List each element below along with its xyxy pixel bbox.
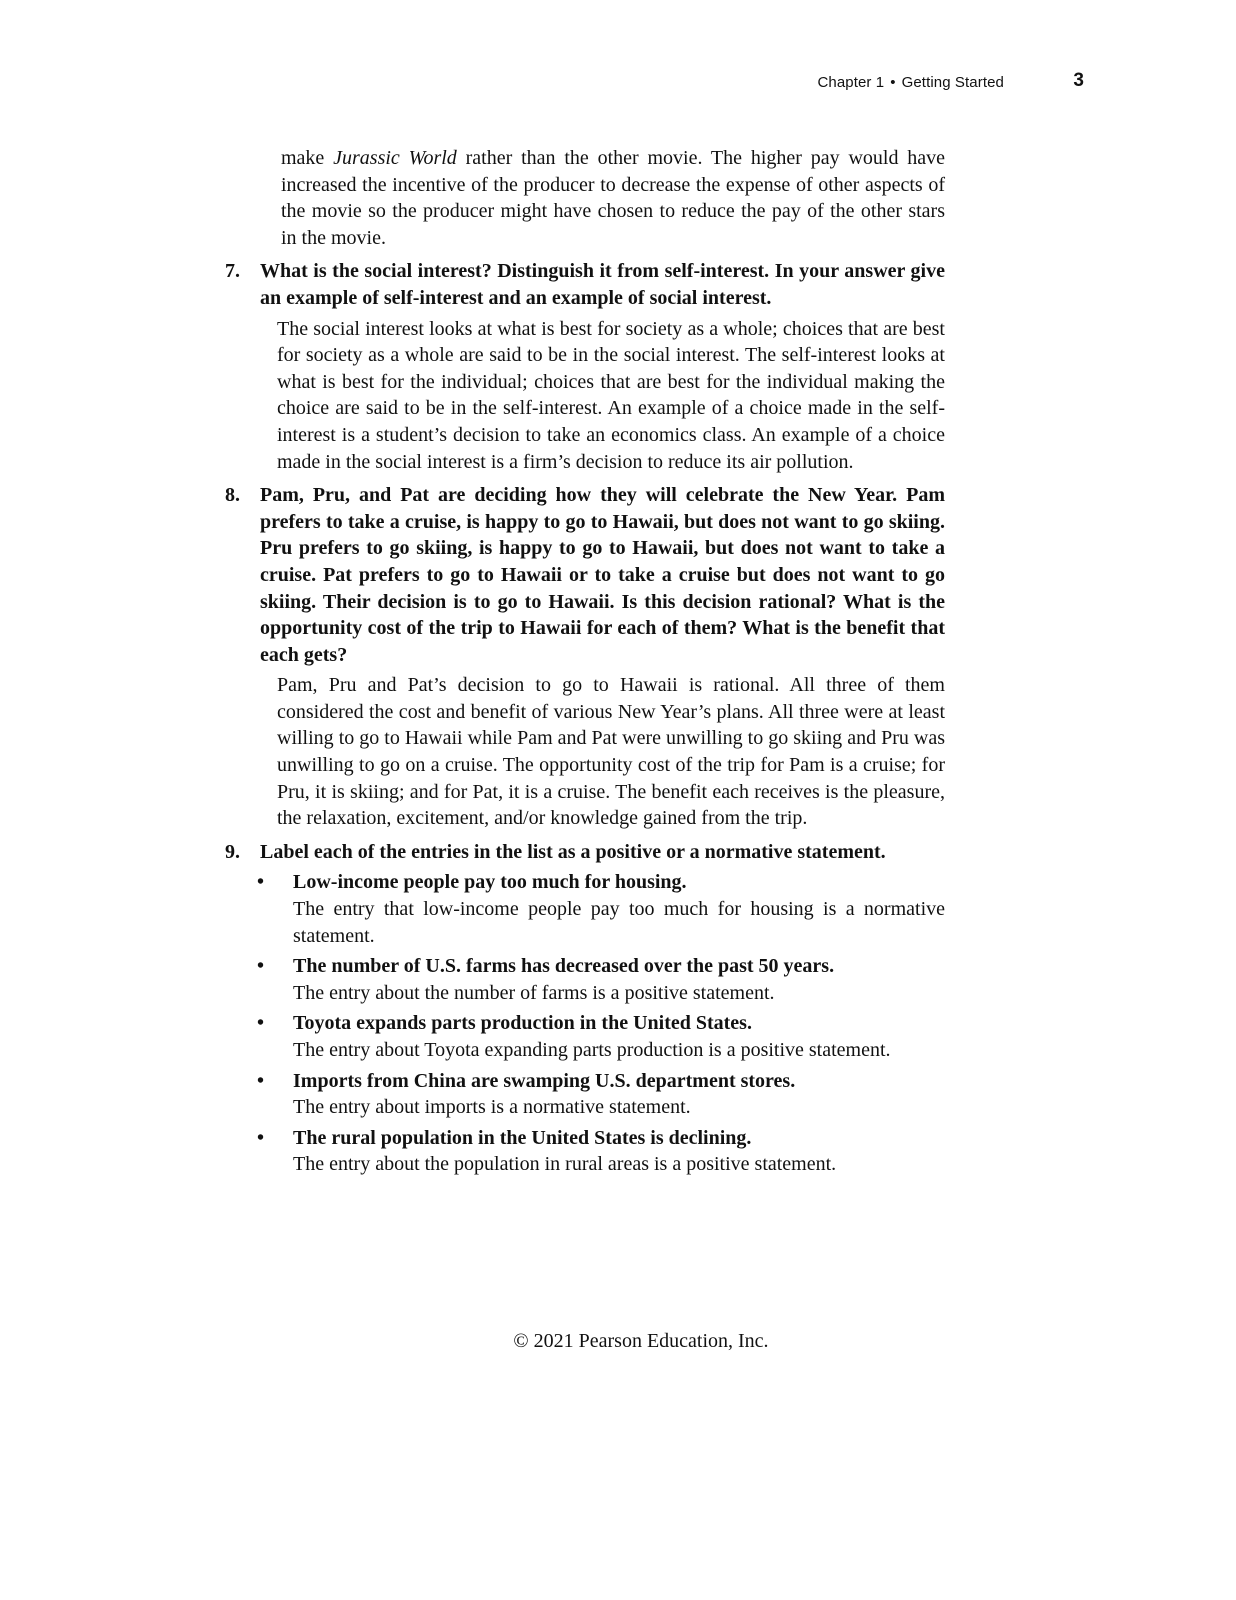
question-9 [225, 839, 945, 866]
chapter-label: Chapter 1 [817, 74, 885, 91]
bullet-statement: The rural population in the United States is declining. [293, 1126, 752, 1149]
bullet-statement: Imports from China are swamping U.S. department stores. [293, 1069, 796, 1092]
running-head [817, 74, 1004, 91]
bullet-icon: • [257, 955, 265, 978]
bullet-icon: • [257, 871, 265, 894]
question-number: 7. [225, 260, 240, 283]
bullet-statement: Low-income people pay too much for housing. [293, 871, 687, 894]
bullet-icon: • [257, 1012, 265, 1035]
bullet-icon: • [257, 1126, 265, 1149]
question-number: 8. [225, 484, 240, 507]
section-title: Getting Started [901, 74, 1004, 91]
continuation-rest: rather than the other movie. The higher pay would have increased the incentive of the producer to decrease the expense of other aspects of the movie so the producer might have chosen to reduce the pay of the other stars in the movie. [281, 147, 946, 249]
bullet-answer: The entry about the number of farms is a positive statement. [293, 981, 775, 1004]
bullet-answer: The entry about Toyota expanding parts production is a positive statement. [293, 1039, 891, 1061]
bullet-statement: Toyota expands parts production in the United States. [293, 1012, 752, 1035]
answer-7: The social interest looks at what is best for society as a whole; choices that are best for society as a whole are said to be in the social interest. The self-interest looks at what is best for the individual; choices that are best for the individual making the choice are said to be in the self-interest. An example of a choice made in the self-interest is a student’s decision to take an economics class. An example of a choice made in the social interest is a firm’s decision to reduce its air pollution. [277, 317, 945, 473]
bullet-answer: The entry that low-income people pay too much for housing is a normative statement. [293, 898, 945, 947]
bullet-statement: The number of U.S. farms has decreased over the past 50 years. [293, 955, 835, 978]
question-7 [225, 258, 945, 311]
question-text: What is the social interest? Distinguish it from self-interest. In your answer give an example of self-interest and an example of social interest. [260, 260, 945, 309]
question-text: Label each of the entries in the list as a positive or a normative statement. [260, 840, 886, 863]
list-item [225, 1068, 945, 1121]
movie-title: Jurassic World [333, 147, 457, 169]
bullet-answer: The entry about the population in rural areas is a positive statement. [293, 1153, 837, 1176]
copyright-footer: © 2021 Pearson Education, Inc. [513, 1330, 769, 1352]
statement-list [225, 869, 945, 1178]
question-8 [225, 482, 945, 668]
question-number: 9. [225, 840, 240, 863]
continuation-paragraph [225, 145, 945, 251]
page-number: 3 [1073, 70, 1084, 91]
page-header [0, 70, 1236, 100]
header-separator: • [890, 74, 896, 91]
answer-8: Pam, Pru and Pat’s decision to go to Hawaii is rational. All three of them considered the cost and benefit of various New Year’s plans. All three were at least willing to go to Hawaii while Pam and Pat were unwilling to go skiing and Pru was unwilling to go on a cruise. The opportunity cost of the trip for Pam is a cruise; for Pru, it is skiing; and for Pat, it is a cruise. The benefit each receives is the pleasure, the relaxation, excitement, and/or knowledge gained from the trip. [277, 674, 945, 830]
question-text: Pam, Pru, and Pat are deciding how they will celebrate the New Year. Pam prefers to take a cruise, is happy to go to Hawaii, but does not want to go skiing. Pru prefers to go skiing, is happy to go to Hawaii, but does not want to take a cruise. Pat prefers to go to Hawaii or to take a cruise but does not want to go skiing. Their decision is to go to Hawaii. Is this decision rational? What is the opportunity cost of the trip to Hawaii for each of them? What is the benefit that each gets? [260, 484, 945, 666]
list-item [225, 869, 945, 949]
list-item [225, 1125, 945, 1178]
page-body [225, 145, 945, 1182]
list-item [225, 1010, 945, 1063]
continuation-lead: make [281, 147, 334, 169]
bullet-icon: • [257, 1069, 265, 1092]
bullet-answer: The entry about imports is a normative statement. [293, 1096, 691, 1119]
list-item [225, 953, 945, 1006]
